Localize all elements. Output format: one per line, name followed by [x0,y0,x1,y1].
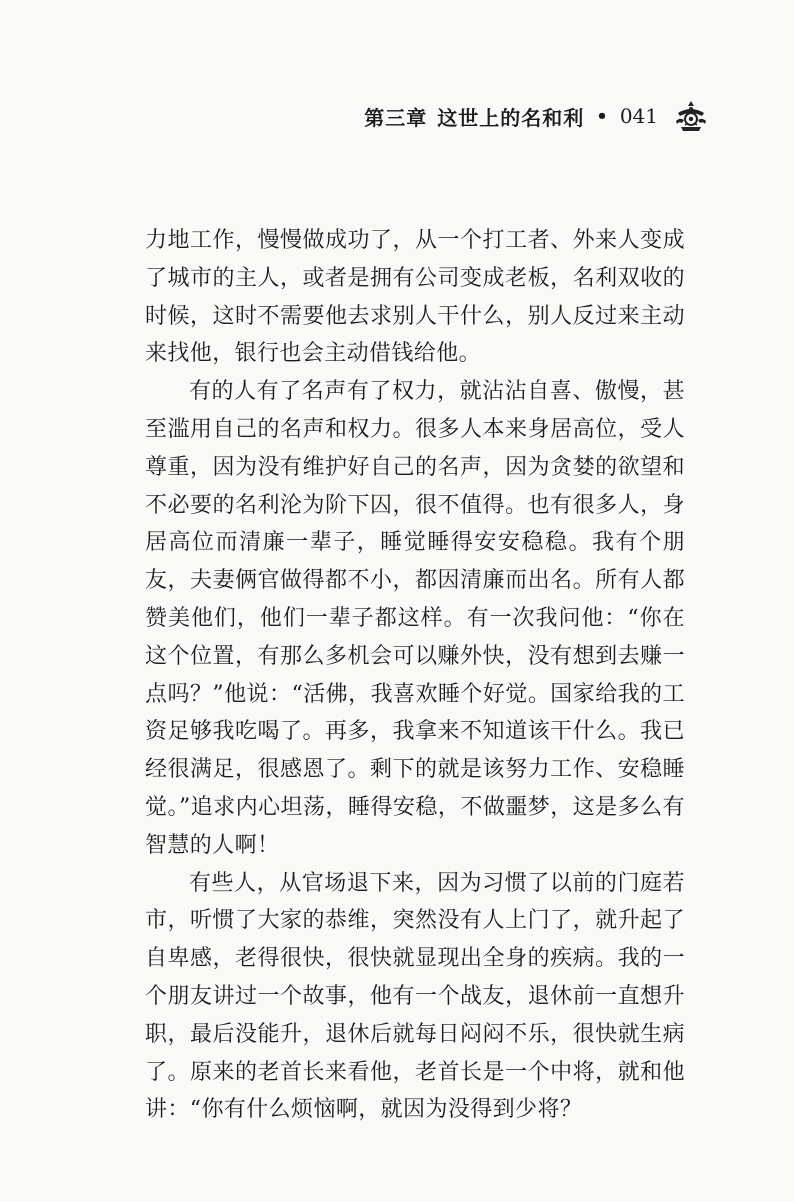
ornamental-emblem-icon [672,99,710,133]
paragraph-3: 有些人，从官场退下来，因为习惯了以前的门庭若市，听惯了大家的恭维，突然没有人上门了，就升起了自卑感，老得很快，很快就显现出全身的疾病。我的一个朋友讲过一个故事，他有一个战友，退休前一直想升职，最后没能升，退休后就每日闷闷不乐，很快就生病了。原来的老首长来看他，老首长是一个中将，就和他讲：“你有什么烦恼啊，就因为没得到少将？ [145,870,685,1123]
header-separator: • [596,105,608,127]
paragraph-2: 有的人有了名声有了权力，就沾沾自喜、傲慢，甚至滥用自己的名声和权力。很多人本来身居高位，受人尊重，因为没有维护好自己的名声，因为贪婪的欲望和不必要的名利沦为阶下囚，很不值得。也有很多人，身居高位而清廉一辈子，睡觉睡得安安稳稳。我有个朋友，夫妻俩官做得都不小，都因清廉而出名。所有人都赞美他们，他们一辈子都这样。有一次我问他：“你在这个位置，有那么多机会可以赚外快，没有想到去赚一点吗？”他说：“活佛，我喜欢睡个好觉。国家给我的工资足够我吃喝了。再多，我拿来不知道该干什么。我已经很满足，很感恩了。剩下的就是该努力工作、安稳睡觉。”追求内心坦荡，睡得安稳，不做噩梦，这是多么有智慧的人啊！ [145,379,685,858]
chapter-label: 第三章 [364,105,428,130]
chapter-title: 这世上的名和利 [437,105,585,130]
page-number: 041 [619,104,658,128]
running-header [320,96,710,136]
paragraph-1: 力地工作，慢慢做成功了，从一个打工者、外来人变成了城市的主人，或者是拥有公司变成老板，名利双收的时候，这时不需要他去求别人干什么，别人反过来主动来找他，银行也会主动借钱给他。 [145,228,685,367]
body-text [145,222,685,1129]
